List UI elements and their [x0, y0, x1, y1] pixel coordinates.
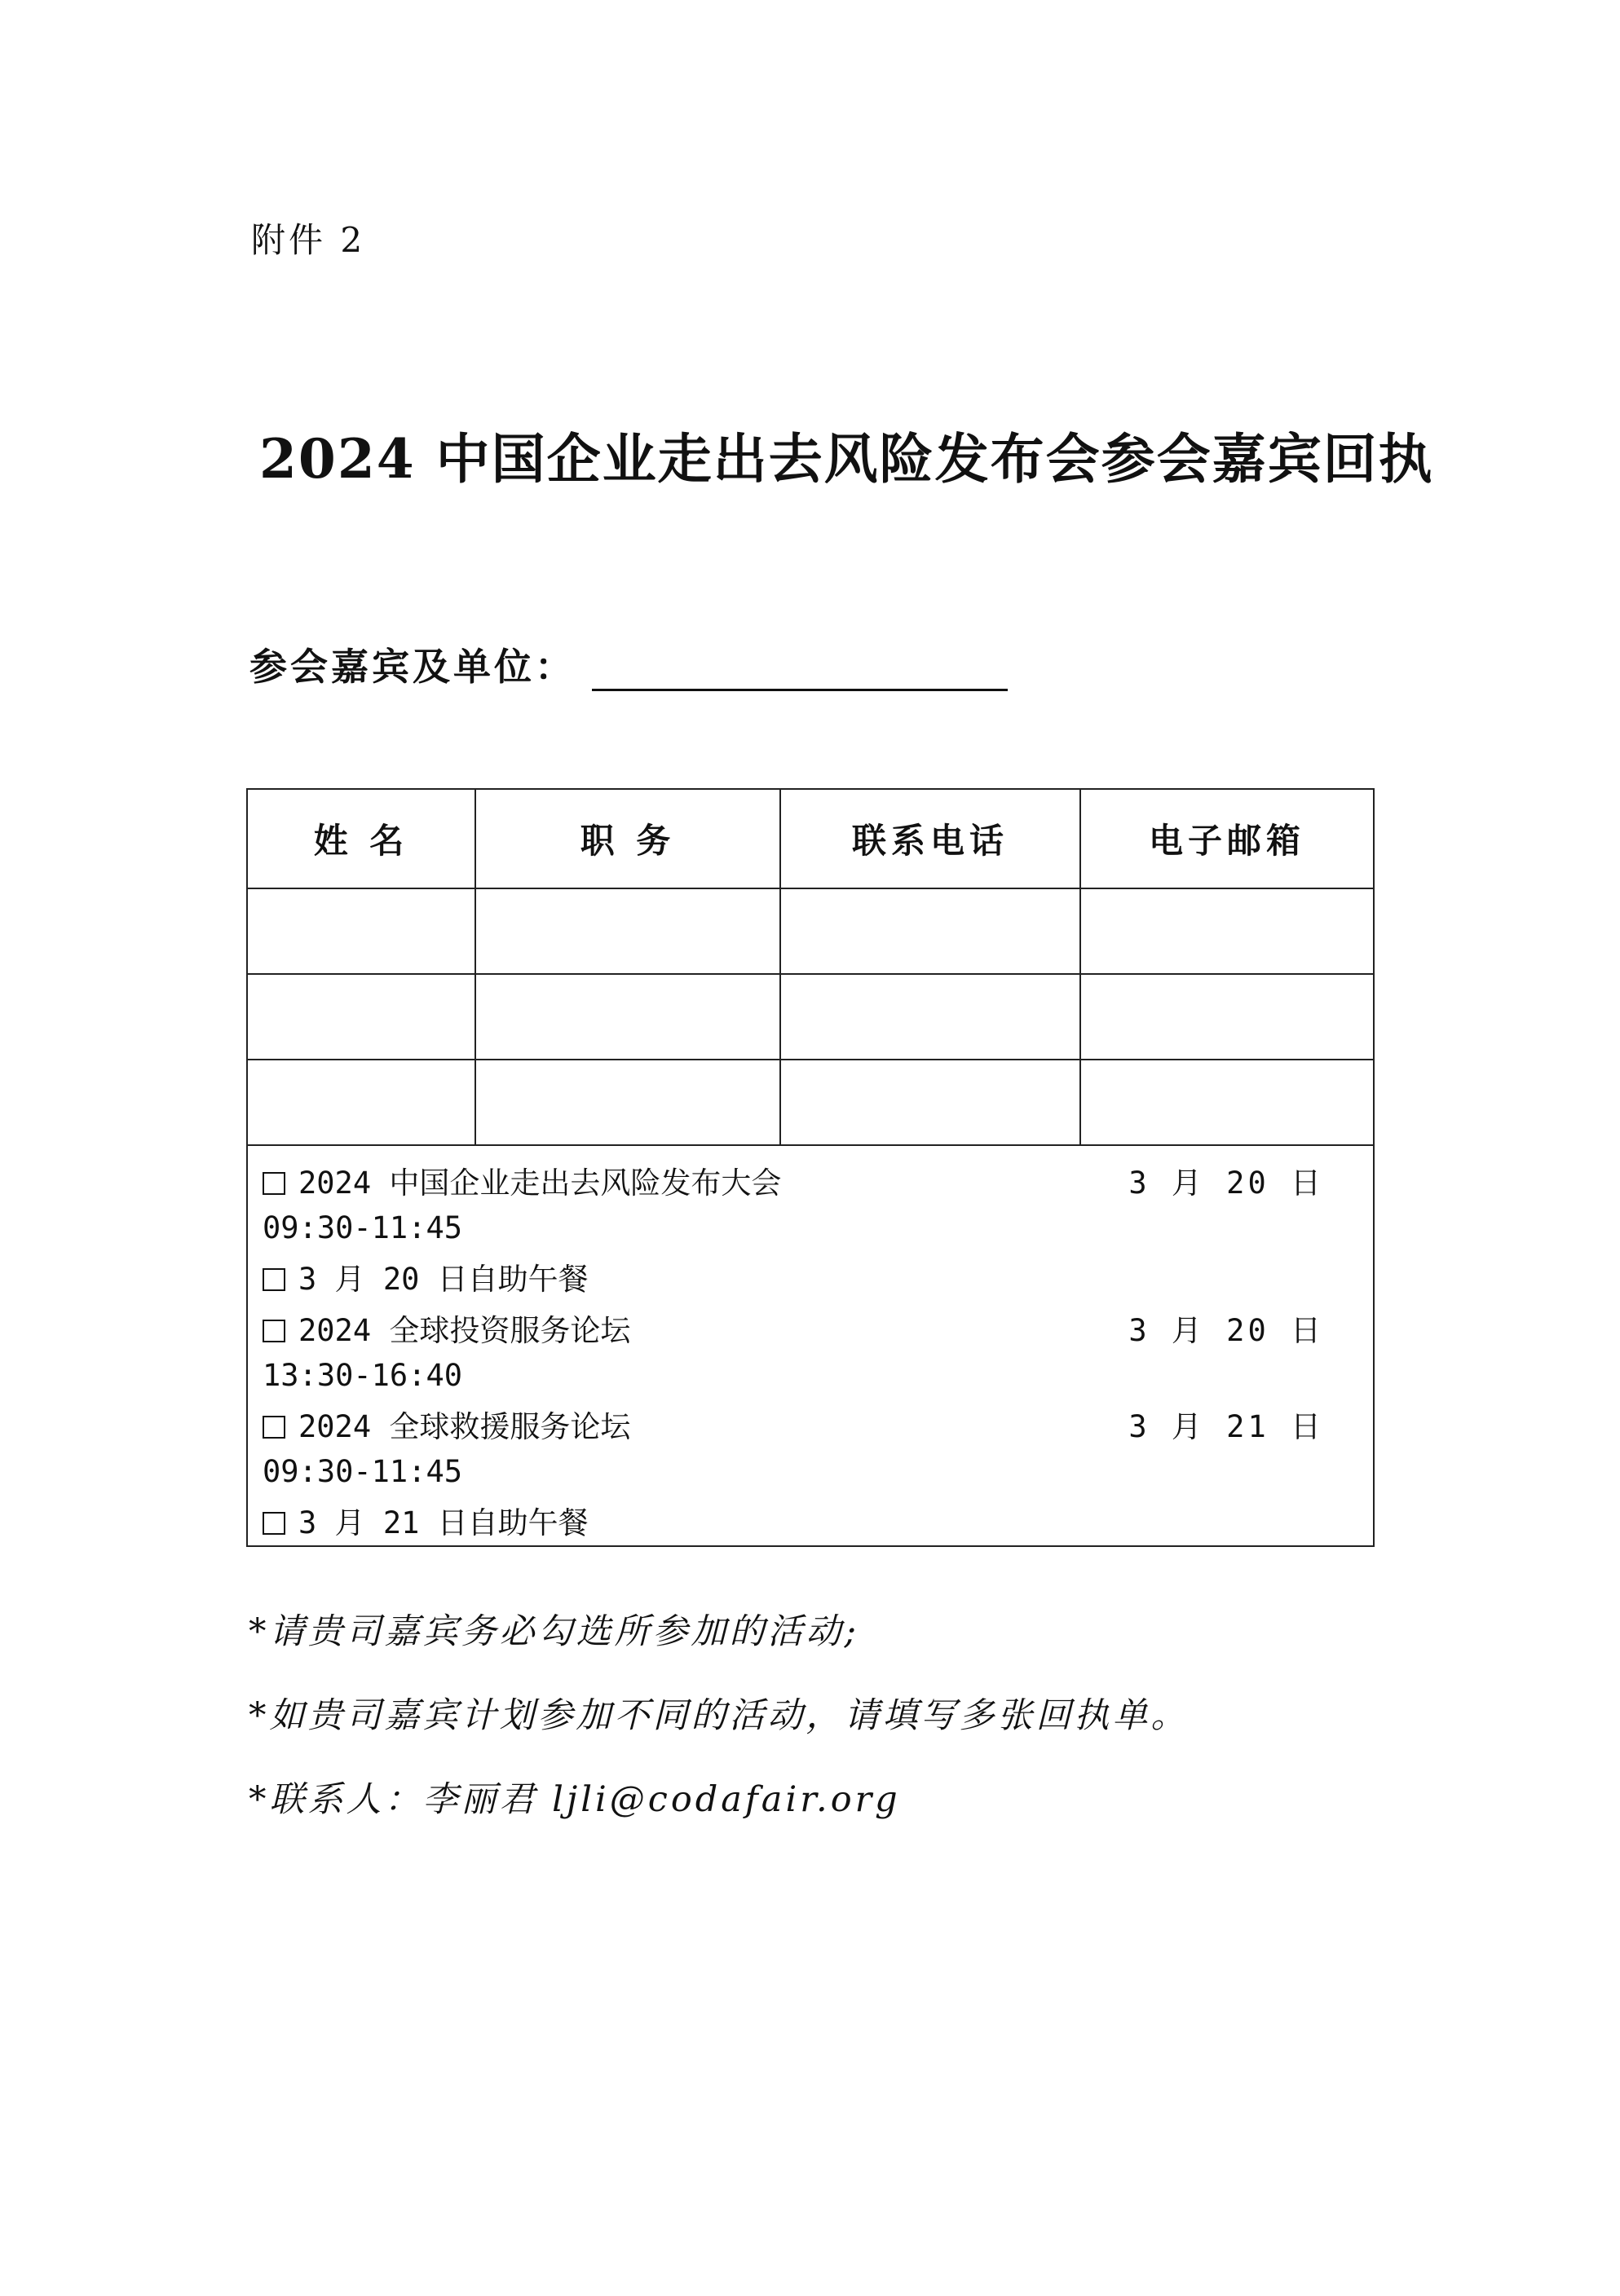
event-time-row	[263, 1205, 1324, 1250]
position-cell[interactable]	[475, 888, 780, 974]
event-date: 3 月 20 日	[1128, 1166, 1324, 1201]
event-time: 09:30-11:45	[263, 1210, 463, 1245]
event-label: 2024 全球投资服务论坛	[298, 1313, 631, 1348]
event-time-row	[263, 1353, 1324, 1398]
event-item	[263, 1501, 1324, 1545]
email-cell[interactable]	[1080, 1060, 1374, 1145]
events-cell	[247, 1145, 1374, 1546]
header-phone: 联系电话	[780, 789, 1080, 888]
guest-unit-label: 参会嘉宾及单位：	[249, 645, 576, 689]
event-date: 3 月 21 日	[1128, 1409, 1324, 1444]
checkbox-icon[interactable]	[263, 1320, 285, 1342]
header-name: 姓 名	[247, 789, 475, 888]
header-row	[247, 789, 1374, 888]
registration-table	[246, 788, 1375, 1547]
email-cell[interactable]	[1080, 888, 1374, 974]
email-cell[interactable]	[1080, 974, 1374, 1060]
event-time-row	[263, 1449, 1324, 1494]
event-item	[263, 1257, 1324, 1302]
name-cell[interactable]	[247, 1060, 475, 1145]
note-item: *如贵司嘉宾计划参加不同的活动，请填写多张回执单。	[249, 1695, 1190, 1736]
notes	[249, 1604, 1190, 1856]
header-email: 电子邮箱	[1080, 789, 1374, 888]
position-cell[interactable]	[475, 1060, 780, 1145]
event-item	[263, 1404, 1324, 1449]
note-item: *联系人：李丽君 ljli@codafair.org	[249, 1779, 901, 1820]
event-label: 3 月 21 日自助午餐	[298, 1505, 589, 1540]
event-item	[263, 1308, 1324, 1353]
event-time: 09:30-11:45	[263, 1454, 463, 1489]
checkbox-icon[interactable]	[263, 1268, 285, 1291]
checkbox-icon[interactable]	[263, 1416, 285, 1439]
phone-cell[interactable]	[780, 1060, 1080, 1145]
event-label: 2024 中国企业走出去风险发布大会	[298, 1166, 782, 1201]
event-label: 2024 全球救援服务论坛	[298, 1409, 631, 1444]
phone-cell[interactable]	[780, 974, 1080, 1060]
name-cell[interactable]	[247, 974, 475, 1060]
events-row	[247, 1145, 1374, 1546]
event-date: 3 月 20 日	[1128, 1313, 1324, 1348]
phone-cell[interactable]	[780, 888, 1080, 974]
event-item	[263, 1161, 1324, 1205]
table-row	[247, 974, 1374, 1060]
attachment-label: 附件 2	[251, 220, 366, 260]
name-cell[interactable]	[247, 888, 475, 974]
page-title: 2024 中国企业走出去风险发布会参会嘉宾回执	[259, 427, 1434, 491]
table-row	[247, 1060, 1374, 1145]
event-label: 3 月 20 日自助午餐	[298, 1262, 589, 1297]
note-item: *请贵司嘉宾务必勾选所参加的活动;	[249, 1611, 859, 1652]
checkbox-icon[interactable]	[263, 1512, 285, 1535]
table-row	[247, 888, 1374, 974]
guest-unit-field[interactable]	[592, 646, 1008, 691]
guest-unit-line	[249, 637, 1008, 691]
header-position: 职 务	[475, 789, 780, 888]
position-cell[interactable]	[475, 974, 780, 1060]
checkbox-icon[interactable]	[263, 1172, 285, 1195]
event-time: 13:30-16:40	[263, 1358, 463, 1393]
